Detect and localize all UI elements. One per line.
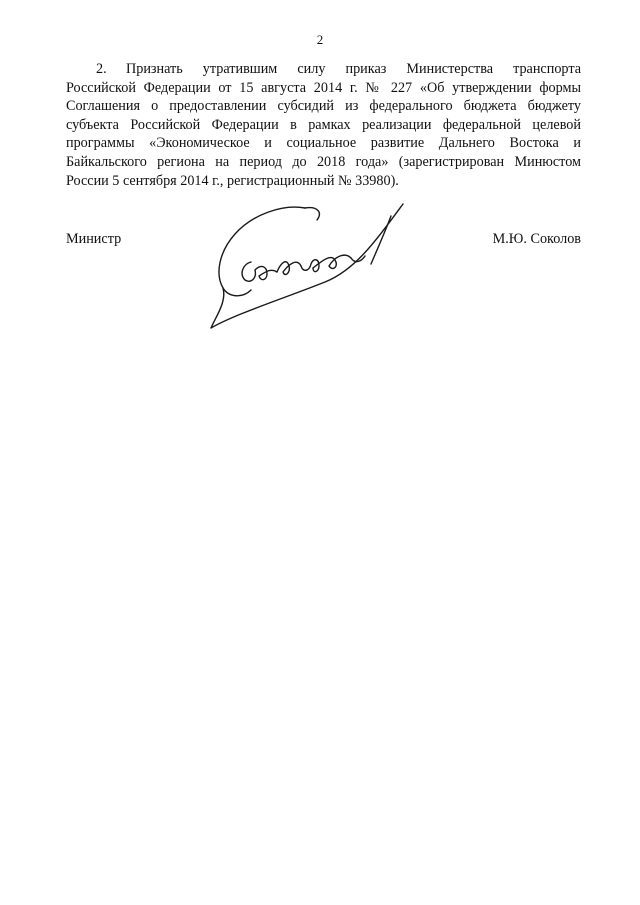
signer-name: М.Ю. Соколов: [492, 231, 581, 247]
paragraph-line-2: Российской Федерации от 15 августа 2014 г. № 227 «Об утверждении формы: [66, 79, 581, 96]
paragraph-line-1: [66, 60, 581, 79]
paragraph-line-5: программы «Экономическое и социальное развитие Дальнего Востока и: [66, 135, 581, 152]
paragraph-item-2: [66, 60, 581, 190]
page-number: 2: [316, 32, 324, 47]
handwritten-signature: [205, 202, 410, 332]
paragraph-line-6: Байкальского региона на период до 2018 года» (зарегистрирован Минюстом: [66, 153, 581, 170]
paragraph-line-3: Соглашения о предоставлении субсидий из федерального бюджета бюджету: [66, 98, 581, 115]
signer-title: Министр: [66, 231, 122, 247]
paragraph-line-7: России 5 сентября 2014 г., регистрационный № 33980).: [66, 172, 399, 189]
paragraph-line-4: субъекта Российской Федерации в рамках реализации федеральной целевой: [66, 116, 581, 133]
paragraph-line-1-text: Признать утратившим силу приказ Министерства транспорта: [126, 61, 581, 77]
item-number: 2.: [96, 61, 107, 77]
